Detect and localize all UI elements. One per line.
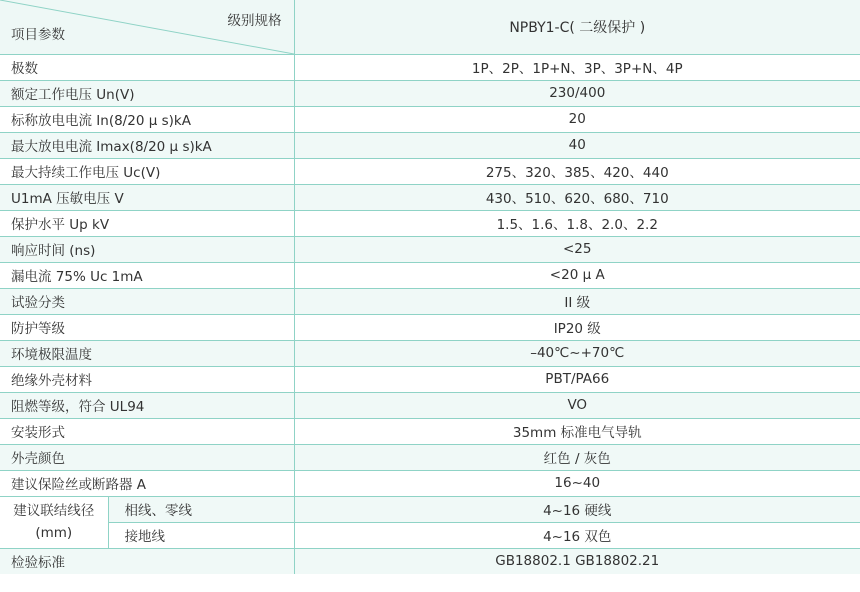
row-label: 标称放电电流 In(8/20 μ s)kA [0,106,294,132]
corner-cell [0,0,294,54]
table-row [0,210,860,236]
row-value: PBT/PA66 [294,366,860,392]
row-label: 最大持续工作电压 Uc(V) [0,158,294,184]
table-row [0,132,860,158]
row-value: 20 [294,106,860,132]
row-value: 275、320、385、420、440 [294,158,860,184]
row-label: 最大放电电流 Imax(8/20 μ s)kA [0,132,294,158]
row-value: 16~40 [294,470,860,496]
row-value: 1.5、1.6、1.8、2.0、2.2 [294,210,860,236]
table-row [0,444,860,470]
table-row [0,54,860,80]
row-value: 35mm 标准电气导轨 [294,418,860,444]
table-row [0,184,860,210]
row-value: <20 μ A [294,262,860,288]
row-label: U1mA 压敏电压 V [0,184,294,210]
row-label: 阻燃等级，符合 UL94 [0,392,294,418]
row-value: 红色 / 灰色 [294,444,860,470]
table-row-standard [0,548,860,574]
row-value: –40℃~+70℃ [294,340,860,366]
row-value: <25 [294,236,860,262]
wire-size-label [0,496,108,548]
table-row [0,106,860,132]
corner-bottom-label: 项目参数 [11,26,65,43]
wire-sub-value: 4~16 双色 [294,522,860,548]
table-row [0,288,860,314]
row-label: 绝缘外壳材料 [0,366,294,392]
row-label: 外壳颜色 [0,444,294,470]
row-value: 1P、2P、1P+N、3P、3P+N、4P [294,54,860,80]
table-row [0,470,860,496]
row-label: 防护等级 [0,314,294,340]
row-value: II 级 [294,288,860,314]
row-value: 430、510、620、680、710 [294,184,860,210]
row-value: VO [294,392,860,418]
table-row [0,262,860,288]
row-value: 230/400 [294,80,860,106]
row-value: 40 [294,132,860,158]
row-label: 试验分类 [0,288,294,314]
table-row-wire [0,522,860,548]
row-label: 额定工作电压 Un(V) [0,80,294,106]
table-row [0,392,860,418]
row-label: 建议保险丝或断路器 A [0,470,294,496]
wire-size-label-line1: 建议联结线径 [13,503,95,519]
row-label: 漏电流 75% Uc 1mA [0,262,294,288]
wire-size-label-line2: (mm) [35,525,73,541]
wire-sub-label: 相线、零线 [108,496,294,522]
row-label: 环境极限温度 [0,340,294,366]
model-header: NPBY1-C( 二级保护 ) [294,0,860,54]
wire-sub-label: 接地线 [108,522,294,548]
table-row-wire [0,496,860,522]
row-value: GB18802.1 GB18802.21 [294,548,860,574]
row-label: 安装形式 [0,418,294,444]
table-row [0,314,860,340]
corner-top-label: 级别规格 [227,13,282,29]
row-label: 极数 [0,54,294,80]
row-label: 检验标准 [0,548,294,574]
table-row [0,340,860,366]
table-row [0,158,860,184]
row-label: 响应时间 (ns) [0,236,294,262]
table-row [0,80,860,106]
row-value: IP20 级 [294,314,860,340]
table-row [0,366,860,392]
row-label: 保护水平 Up kV [0,210,294,236]
table-row [0,236,860,262]
table-row [0,418,860,444]
header-row [0,0,860,54]
wire-sub-value: 4~16 硬线 [294,496,860,522]
